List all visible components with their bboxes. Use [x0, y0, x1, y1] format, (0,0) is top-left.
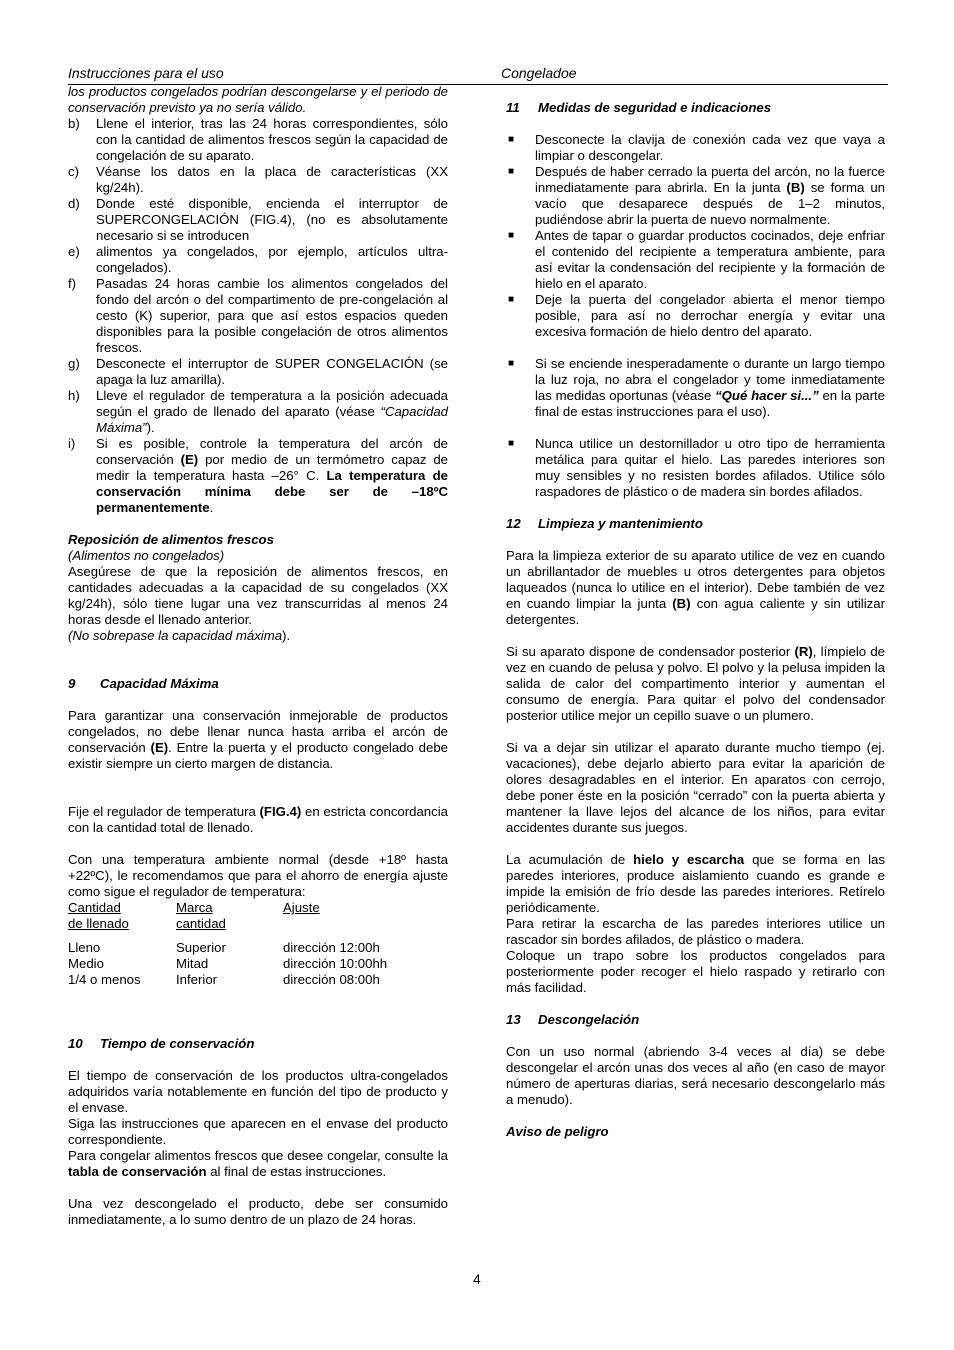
table-header-row: Cantidad de llenado Marca cantidad Ajuste	[68, 900, 320, 931]
bullet-icon: ■	[508, 438, 515, 449]
s9-paragraph: Con una temperatura ambiente normal (desde +18º hasta +22ºC), le recomendamos que para el ahorro de energía ajuste como sigue el regulador de temperatura:	[68, 852, 448, 899]
s12-paragraph: Para retirar la escarcha de las paredes interiores utilice un rascador sin bordes afilados, de plástico o madera.	[506, 916, 885, 947]
warning-heading: Aviso de peligro	[506, 1124, 609, 1139]
bullet-icon: ■	[508, 166, 515, 177]
repos-title: Reposición de alimentos frescos	[68, 532, 274, 547]
list-item: d) Donde esté disponible, encienda el interruptor de SUPERCONGELACIÓN (FIG.4), (no es absolutamente necesario si se introducen	[68, 196, 448, 243]
section-10-heading: 10 Tiempo de conservación	[68, 1036, 255, 1051]
list-item: f) Pasadas 24 horas cambie los alimentos congelados del fondo del arcón o del compartimento de pre-congelación al cesto (K) superior, para que así estos espacios queden disponibles para la posible congelación de otros alimentos frescos.	[68, 276, 448, 355]
s10-paragraph: Para congelar alimentos frescos que desee congelar, consulte la tabla de conservación al final de estas instrucciones.	[68, 1148, 448, 1179]
list-item: ■ Después de haber cerrado la puerta del arcón, no la fuerce inmediatamente para abrirla. En la junta (B) se forma un vacío que desaparece después de 1–2 minutos, pudiéndose abrir la puerta de nuevo normalmente.	[508, 164, 885, 227]
list-item: g) Desconecte el interruptor de SUPER CONGELACIÓN (se apaga la luz amarilla).	[68, 356, 448, 387]
header-right: Congeladoe	[501, 65, 577, 81]
s10-paragraph: El tiempo de conservación de los productos ultra-congelados adquiridos varía notablemente en función del tipo de producto y el envase.	[68, 1068, 448, 1115]
bullet-icon: ■	[508, 294, 515, 305]
intro-text: los productos congelados podrían descongelarse y el periodo de conservación previsto ya no sería válido.	[68, 84, 448, 115]
list-item: c) Véanse los datos en la placa de características (XX kg/24h).	[68, 164, 448, 195]
repos-note: (No sobrepase la capacidad máxima).	[68, 628, 291, 643]
bullet-icon: ■	[508, 230, 515, 241]
list-item: e) alimentos ya congelados, por ejemplo, artículos ultra-congelados).	[68, 244, 448, 275]
list-item: ■ Nunca utilice un destornillador u otro tipo de herramienta metálica para quitar el hielo. Las paredes interiores son muy sensibles y no resisten bordes afilados. Utilice sólo raspadores de plástico o de madera sin bordes afilados.	[508, 436, 885, 499]
capacity-table	[68, 900, 387, 988]
list-item: ■ Antes de tapar o guardar productos cocinados, deje enfriar el contenido del recipiente a temperatura ambiente, para así evitar la condensación del recipiente y la formación de hielo en el aparato.	[508, 228, 885, 291]
bullet-icon: ■	[508, 134, 515, 145]
steps-list	[68, 116, 448, 516]
s10-paragraph: Una vez descongelado el producto, debe ser consumido inmediatamente, a lo sumo dentro de un plazo de 24 horas.	[68, 1196, 448, 1227]
s9-paragraph: Para garantizar una conservación inmejorable de productos congelados, no debe llenar nunca hasta arriba el arcón de conservación (E). Entre la puerta y el producto congelado debe existir siempre un cierto margen de distancia.	[68, 708, 449, 771]
list-item: b) Llene el interior, tras las 24 horas correspondientes, sólo con la cantidad de alimentos frescos según la capacidad de congelación de su aparato.	[68, 116, 448, 163]
s12-paragraph: Si va a dejar sin utilizar el aparato durante mucho tiempo (ej. vacaciones), debe dejarlo abierto para evitar la aparición de olores desagradables en el interior. En aparatos con cerrojo, debe poner éste en la posición “cerrado” con la puerta abierta y mantener la llave lejos del alcance de los niños, para evitar accidentes durante sus juegos.	[506, 740, 885, 835]
s12-paragraph: Coloque un trapo sobre los productos congelados para posteriormente poder recoger el hielo raspado y retirarlo con más facilidad.	[506, 948, 885, 995]
s12-paragraph: Para la limpieza exterior de su aparato utilice de vez en cuando un abrillantador de muebles u otros detergentes para objetos laqueados (nunca lo utilice en el interior). Debe también de vez en cuando limpiar la junta (B) con agua caliente y sin utilizar detergentes.	[506, 548, 885, 627]
s12-paragraph: Si su aparato dispone de condensador posterior (R), límpielo de vez en cuando de pelusa y polvo. El polvo y la pelusa impiden la salida de calor del compartimento interior y aumentan el consumo de energía. Para quitar el polvo del condensador posterior utilice mejor un cepillo suave o un plumero.	[506, 644, 886, 723]
bullet-icon: ■	[508, 358, 515, 369]
left-column	[68, 84, 448, 1228]
s10-paragraph: Siga las instrucciones que aparecen en el envase del producto correspondiente.	[68, 1116, 448, 1147]
list-item: ■ Si se enciende inesperadamente o durante un largo tiempo la luz roja, no abra el congelador y tome inmediatamente las medidas oportunas (véase “Qué hacer si...” en la parte final de estas instrucciones para el uso).	[508, 356, 886, 419]
list-item: ■ Deje la puerta del congelador abierta el menor tiempo posible, para así no derrochar energía y evitar una excesiva formación de hielo dentro del aparato.	[508, 292, 885, 339]
right-column	[506, 100, 885, 1140]
section-11-heading: 11 Medidas de seguridad e indicaciones	[506, 100, 772, 115]
s12-paragraph: La acumulación de hielo y escarcha que se forma en las paredes interiores, produce aislamiento cuando es grande e impide la emisión de frío desde las paredes interiores. Retírelo periódicamente.	[506, 852, 885, 915]
repos-subtitle: (Alimentos no congelados)	[68, 548, 225, 563]
section-12-heading: 12 Limpieza y mantenimiento	[506, 516, 703, 531]
list-item: ■ Desconecte la clavija de conexión cada vez que vaya a limpiar o descongelar.	[508, 132, 885, 163]
header-left: Instrucciones para el uso	[68, 65, 224, 81]
s9-paragraph: Fije el regulador de temperatura (FIG.4) en estricta concordancia con la cantidad total de llenado.	[68, 804, 449, 835]
list-item: h) Lleve el regulador de temperatura a la posición adecuada según el grado de llenado del aparato (véase “Capacidad Máxima”).	[68, 388, 448, 435]
table-row: Medio Mitad dirección 10:00hh	[68, 956, 388, 971]
section-13-heading: 13 Descongelación	[506, 1012, 640, 1027]
table-row: Lleno Superior dirección 12:00h	[68, 940, 380, 955]
repos-text: Asegúrese de que la reposición de alimentos frescos, en cantidades adecuadas a la capacidad de su congelados (XX kg/24h), sólo tiene lugar una vez transcurridas al menos 24 horas desde el llenado anterior.	[68, 564, 448, 627]
table-row: 1/4 o menos Inferior dirección 08:00h	[68, 972, 380, 987]
s13-paragraph: Con un uso normal (abriendo 3-4 veces al día) se debe descongelar el arcón unas dos veces al año (en caso de mayor número de aperturas diarias, será necesario descongelarlo más a menudo).	[506, 1044, 885, 1107]
section-9-heading: 9 Capacidad Máxima	[68, 676, 219, 691]
page-number: 4	[473, 1271, 481, 1287]
list-item: i) Si es posible, controle la temperatura del arcón de conservación (E) por medio de un termómetro capaz de medir la temperatura hasta –26° C. La temperatura de conservación mínima debe ser de –18ºC permanentemente.	[68, 436, 448, 515]
